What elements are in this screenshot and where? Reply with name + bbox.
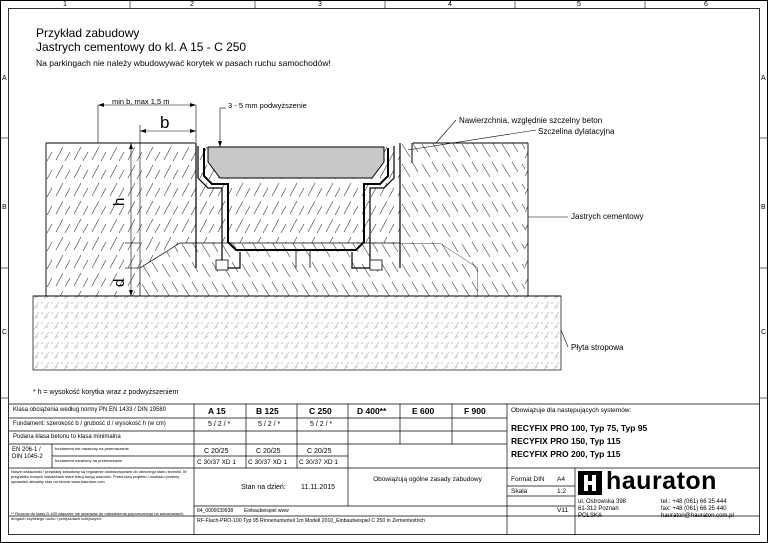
dim-h-label: h [111,197,128,206]
c3037-c250: C 30/37 XD 1 [299,459,339,466]
grid-col-4: 4 [448,1,452,8]
class-a15: A 15 [208,406,226,416]
label-surface: Nawierzchnia, względnie szczelny beton [459,116,603,125]
grid-col-5: 5 [577,1,581,8]
stan-label: Stan na dzień: [241,484,286,491]
company-addr1: ul. Ostrowska 398 [578,499,627,505]
d400-note: ** Ruszów do klasy D 400 włącznie nie stosować do odwodnienia poprzecznego na autostradach, drogach szybkiego ruchu i przejazdach kolejowych. [11,511,184,521]
class-f900: F 900 [464,406,486,416]
company-addr2: 61-312 Poznań [578,506,619,512]
c2025-b125: C 20/25 [256,448,281,455]
class-d400: D 400** [357,406,387,416]
warning-subtitle: Na parkingach nie należy wbudowywać korytek w pasach ruchu samochodów! [36,58,331,68]
title-line-1: Przykład zabudowy [36,26,140,40]
format-value: A4 [557,476,565,483]
grid-row-a-left: A [2,75,7,82]
system-3: RECYFIX PRO 200, Typ 115 [511,449,621,459]
skala-value: 1:2 [557,488,567,495]
class-b125: B 125 [256,406,279,416]
version-label: V11 [557,507,569,514]
company-fax: fax: +48 (061) 66 25 440 [661,506,727,512]
update-note: Nasze wskazówki / przykłady zabudowy są regularnie dostosowywane do obecnego stanu techniki. W przypadku nowych wskazówek stare tracą swoją ważność. Przed fazą projektu i montażu prosimy sprawdzić aktualny stan na stronie www.hauraton.com [11,469,187,484]
sub-label-frost: fundament narażony na przemarzanie [55,458,123,463]
grid-col-3: 3 [318,1,322,8]
stan-date: 11.11.2015 [301,484,335,491]
company-email: hauraton@hauraton.com.pl [661,513,734,519]
dim-gap-label: 3 - 5 mm podwyższenie [228,101,307,110]
file-name: RF-Flach-PRO-100 Typ 95 Rinnenunterteil 1m Modell 2010_Einbaubeispiel C 250 in Zementestrich [197,518,425,524]
grid-row-b-left: B [2,204,7,211]
footnote-h: * h = wysokość korytka wraz z podwyższeniem [33,389,179,396]
system-1: RECYFIX PRO 100, Typ 75, Typ 95 [511,423,648,433]
en-din-label: EN 206-1 / DIN 1045-2 [12,447,43,461]
sub-label-no-frost: fundament nie narażony na przemarzanie [55,446,129,451]
c2025-c250: C 20/25 [307,448,332,455]
foundation-b125: 5 / 2 / * [258,421,281,428]
grid-col-6: 6 [704,1,708,8]
label-joint: Szczelina dylatacyjna [538,127,615,136]
company-tel: tel.: +48 (061) 66 25 444 [661,499,727,505]
doc-number: 84_0000039938 [197,508,234,514]
c2025-a15: C 20/25 [204,448,229,455]
grid-col-2: 2 [190,1,194,8]
label-screed: Jastrych cementowy [571,212,644,221]
company-name: hauraton [606,467,717,495]
company-addr3: POLSKA [578,513,603,519]
dim-b-label: b [160,113,170,132]
c3037-b125: C 30/37 XD 1 [248,459,288,466]
load-class-label: Klasa obciążenia według normy PN EN 1433 / DIN 19580 [13,407,167,413]
dim-min-b-label: min b, max 1,5 m [112,97,170,106]
hauraton-logo-icon [578,471,602,495]
general-rules: Obowiązują ogólne zasady zabudowy [373,476,482,483]
foundation-a15: 5 / 2 / * [208,421,231,428]
foundation-c250: 5 / 2 / * [310,421,333,428]
dim-d-label: d [111,278,128,287]
grid-row-c-right: C [761,329,767,336]
grid-row-c-left: C [2,329,8,336]
c3037-a15: C 30/37 XD 1 [197,459,237,466]
format-label: Format DIN [511,476,545,483]
doc-title: Einbaubeispiel www [244,508,289,514]
concrete-class-label: Podana klasa betonu to klasa minimalna [13,434,121,440]
systems-label: Obowiązuje dla następujących systemów: [511,407,632,414]
grid-row-b-right: B [761,204,766,211]
skala-label: Skala [511,488,528,495]
label-slab: Płyta stropowa [571,343,624,352]
class-c250: C 250 [309,406,332,416]
title-line-2: Jastrych cementowy do kl. A 15 - C 250 [36,40,247,54]
grid-col-1: 1 [63,1,67,8]
class-e600: E 600 [412,406,435,416]
grid-row-a-right: A [761,75,766,82]
foundation-label: Fundament: szerokość b / grubość d / wysokość h (w cm) [13,421,166,427]
system-2: RECYFIX PRO 150, Typ 115 [511,436,621,446]
